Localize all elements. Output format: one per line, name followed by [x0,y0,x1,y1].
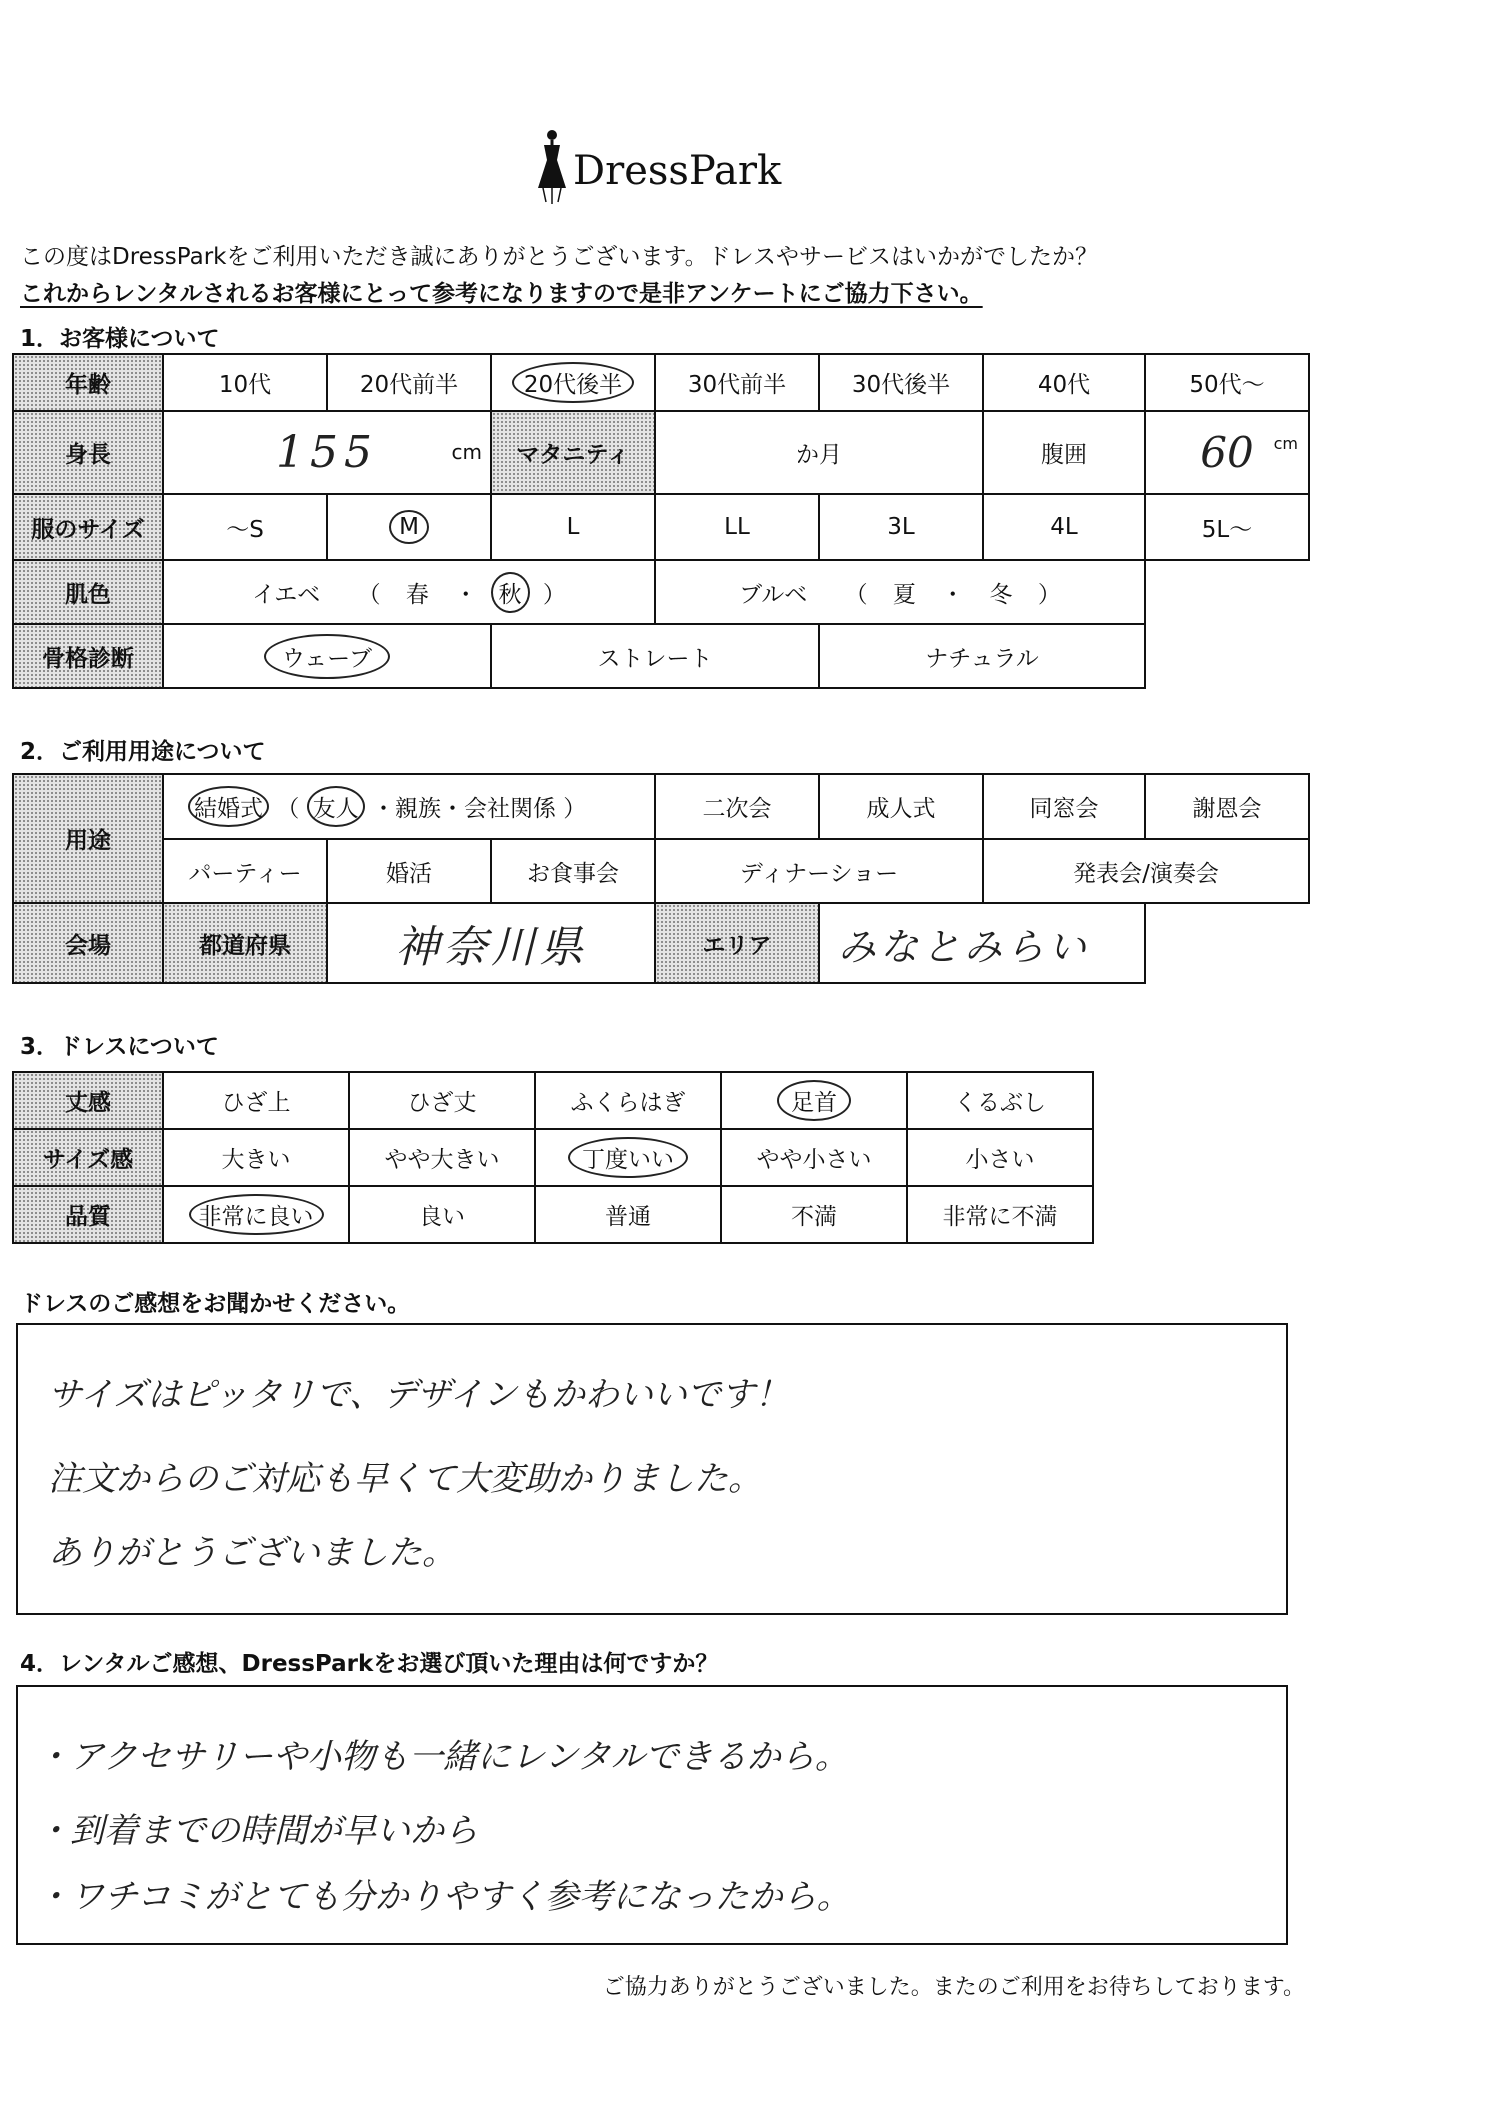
height-field[interactable] [163,411,491,494]
length-option[interactable]: ひざ丈 [349,1072,535,1129]
section4-title: 4．レンタルご感想、DressParkをお選び頂いた理由は何ですか？ [20,1651,719,1677]
footer-thanks: ご協力ありがとうございました。またのご利用をお待ちしております。 [602,1975,1305,2000]
wedding-selected: 結婚式 [188,786,269,827]
measurement-row [13,411,1309,494]
length-option-selected[interactable] [721,1072,907,1129]
maternity-field[interactable] [655,411,983,494]
waist-value: 60 [1200,428,1254,477]
body-type-option[interactable]: ストレート [491,624,819,688]
selection-circle: ウェーブ [264,634,390,679]
age-option[interactable]: 20代前半 [327,354,491,411]
fit-option[interactable]: 小さい [907,1129,1093,1186]
section3-title: 3．ドレスについて [20,1034,219,1060]
size-row [13,494,1309,560]
purpose-option[interactable]: 同窓会 [983,774,1145,839]
prefecture-field[interactable] [327,903,655,983]
brand-name: DressPark [573,148,782,194]
section1-title: 1．お客様について [20,326,220,352]
age-option[interactable]: 40代 [983,354,1145,411]
summer-option: 夏 [892,581,916,608]
purpose-option[interactable]: ディナーショー [655,839,983,903]
age-option[interactable]: 30代後半 [819,354,983,411]
customer-table [12,353,1310,689]
size-option[interactable]: 5L～ [1145,494,1309,560]
impression-line: 注文からのご対応も早くて大変助かりました。 [48,1459,762,1499]
impressions-box[interactable] [16,1323,1288,1615]
quality-option[interactable]: 非常に不満 [907,1186,1093,1243]
prefecture-value: 神奈川県 [395,922,588,973]
yellow-base-option[interactable] [163,560,655,624]
age-label: 年齢 [13,354,163,411]
quality-option[interactable]: 不満 [721,1186,907,1243]
fit-option[interactable]: 大きい [163,1129,349,1186]
blue-base-name: ブルベ [739,581,808,608]
yellow-open-paren: （ [357,581,381,608]
friend-selected: 友人 [307,786,365,827]
venue-row [13,903,1309,983]
waist-label: 腹囲 [983,411,1145,494]
purpose-option[interactable]: 婚活 [327,839,491,903]
skin-label: 肌色 [13,560,163,624]
impression-line: サイズはピッタリで、デザインもかわいいです！ [48,1375,789,1415]
selection-circle: 20代後半 [512,362,634,403]
size-option[interactable]: LL [655,494,819,560]
yellow-close-paren: ） [542,581,566,608]
age-option[interactable]: 10代 [163,354,327,411]
area-value: みなとみらい [838,924,1091,969]
selection-circle: M [389,510,429,544]
age-option[interactable]: 50代～ [1145,354,1309,411]
age-row [13,354,1309,411]
length-option[interactable]: ふくらはぎ [535,1072,721,1129]
size-option[interactable]: 4L [983,494,1145,560]
intro-text: この度はDressParkをご利用いただき誠にありがとうございます。ドレスやサービスはいかがでしたか？ [20,244,1098,270]
age-option[interactable]: 30代前半 [655,354,819,411]
fit-option-selected[interactable] [535,1129,721,1186]
fit-label: サイズ感 [13,1129,163,1186]
body-type-option[interactable]: ナチュラル [819,624,1145,688]
size-option-selected[interactable] [327,494,491,560]
fit-option[interactable]: やや大きい [349,1129,535,1186]
skin-separator: ・ [941,581,965,608]
quality-label: 品質 [13,1186,163,1243]
length-option[interactable]: くるぶし [907,1072,1093,1129]
blue-open-paren: （ [844,581,868,608]
reason-line: ・到着までの時間が早いから [36,1811,478,1851]
height-label: 身長 [13,411,163,494]
wedding-close-paren: ） [563,796,587,822]
purpose-option[interactable]: お食事会 [491,839,655,903]
fit-row [13,1129,1093,1186]
length-row [13,1072,1093,1129]
body-type-row [13,624,1309,688]
reason-line: ・アクセサリーや小物も一緒にレンタルできるから。 [36,1737,849,1777]
skin-row [13,560,1309,624]
blue-close-paren: ） [1037,581,1061,608]
autumn-option-selected: 秋 [491,572,530,613]
reasons-box[interactable] [16,1685,1288,1945]
fit-option[interactable]: やや小さい [721,1129,907,1186]
usage-table [12,773,1310,984]
purpose-row-1 [13,774,1309,839]
area-label: エリア [655,903,819,983]
quality-option[interactable]: 良い [349,1186,535,1243]
dress-icon [535,128,569,208]
size-option[interactable]: 3L [819,494,983,560]
purpose-option[interactable]: 成人式 [819,774,983,839]
selection-circle: 非常に良い [189,1194,324,1235]
age-option-selected[interactable] [491,354,655,411]
size-label: 服のサイズ [13,494,163,560]
purpose-row-2 [13,839,1309,903]
skin-separator: ・ [454,581,478,608]
purpose-option[interactable]: 謝恩会 [1145,774,1309,839]
venue-label: 会場 [13,903,163,983]
wedding-open-paren: （ [276,796,300,822]
impressions-title: ドレスのご感想をお聞かせください。 [20,1291,411,1317]
yellow-base-name: イエベ [252,581,321,608]
dress-table [12,1071,1094,1244]
waist-unit: cm [1273,434,1298,453]
waist-field[interactable] [1145,411,1309,494]
purpose-option[interactable]: 二次会 [655,774,819,839]
quality-option-selected[interactable] [163,1186,349,1243]
maternity-label: マタニティ [491,411,655,494]
impression-line: ありがとうございました。 [48,1533,456,1573]
selection-circle: 足首 [777,1080,851,1121]
blue-base-option[interactable] [655,560,1145,624]
spring-option: 春 [405,581,429,608]
height-unit: cm [451,440,482,464]
section2-title: 2．ご利用用途について [20,739,266,765]
wedding-option[interactable] [163,774,655,839]
body-type-option-selected[interactable] [163,624,491,688]
reason-line: ・ワチコミがとても分かりやすく参考になったから。 [36,1877,851,1917]
area-field[interactable] [819,903,1145,983]
winter-option: 冬 [989,581,1013,608]
purpose-option[interactable]: 発表会/演奏会 [983,839,1309,903]
height-value: 155 [276,427,378,478]
intro-request: これからレンタルされるお客様にとって参考になりますので是非アンケートにご協力下さい。 [20,281,983,307]
maternity-unit: か月 [796,442,842,468]
size-option[interactable]: L [491,494,655,560]
length-option[interactable]: ひざ上 [163,1072,349,1129]
body-type-label: 骨格診断 [13,624,163,688]
length-label: 丈感 [13,1072,163,1129]
selection-circle: 丁度いい [568,1137,688,1178]
dresspark-logo [535,128,782,208]
purpose-label: 用途 [13,774,163,903]
quality-row [13,1186,1093,1243]
prefecture-label: 都道府県 [163,903,327,983]
purpose-option[interactable]: パーティー [163,839,327,903]
quality-option[interactable]: 普通 [535,1186,721,1243]
size-option[interactable]: ～S [163,494,327,560]
wedding-relations: ・親族・会社関係 [371,796,556,822]
